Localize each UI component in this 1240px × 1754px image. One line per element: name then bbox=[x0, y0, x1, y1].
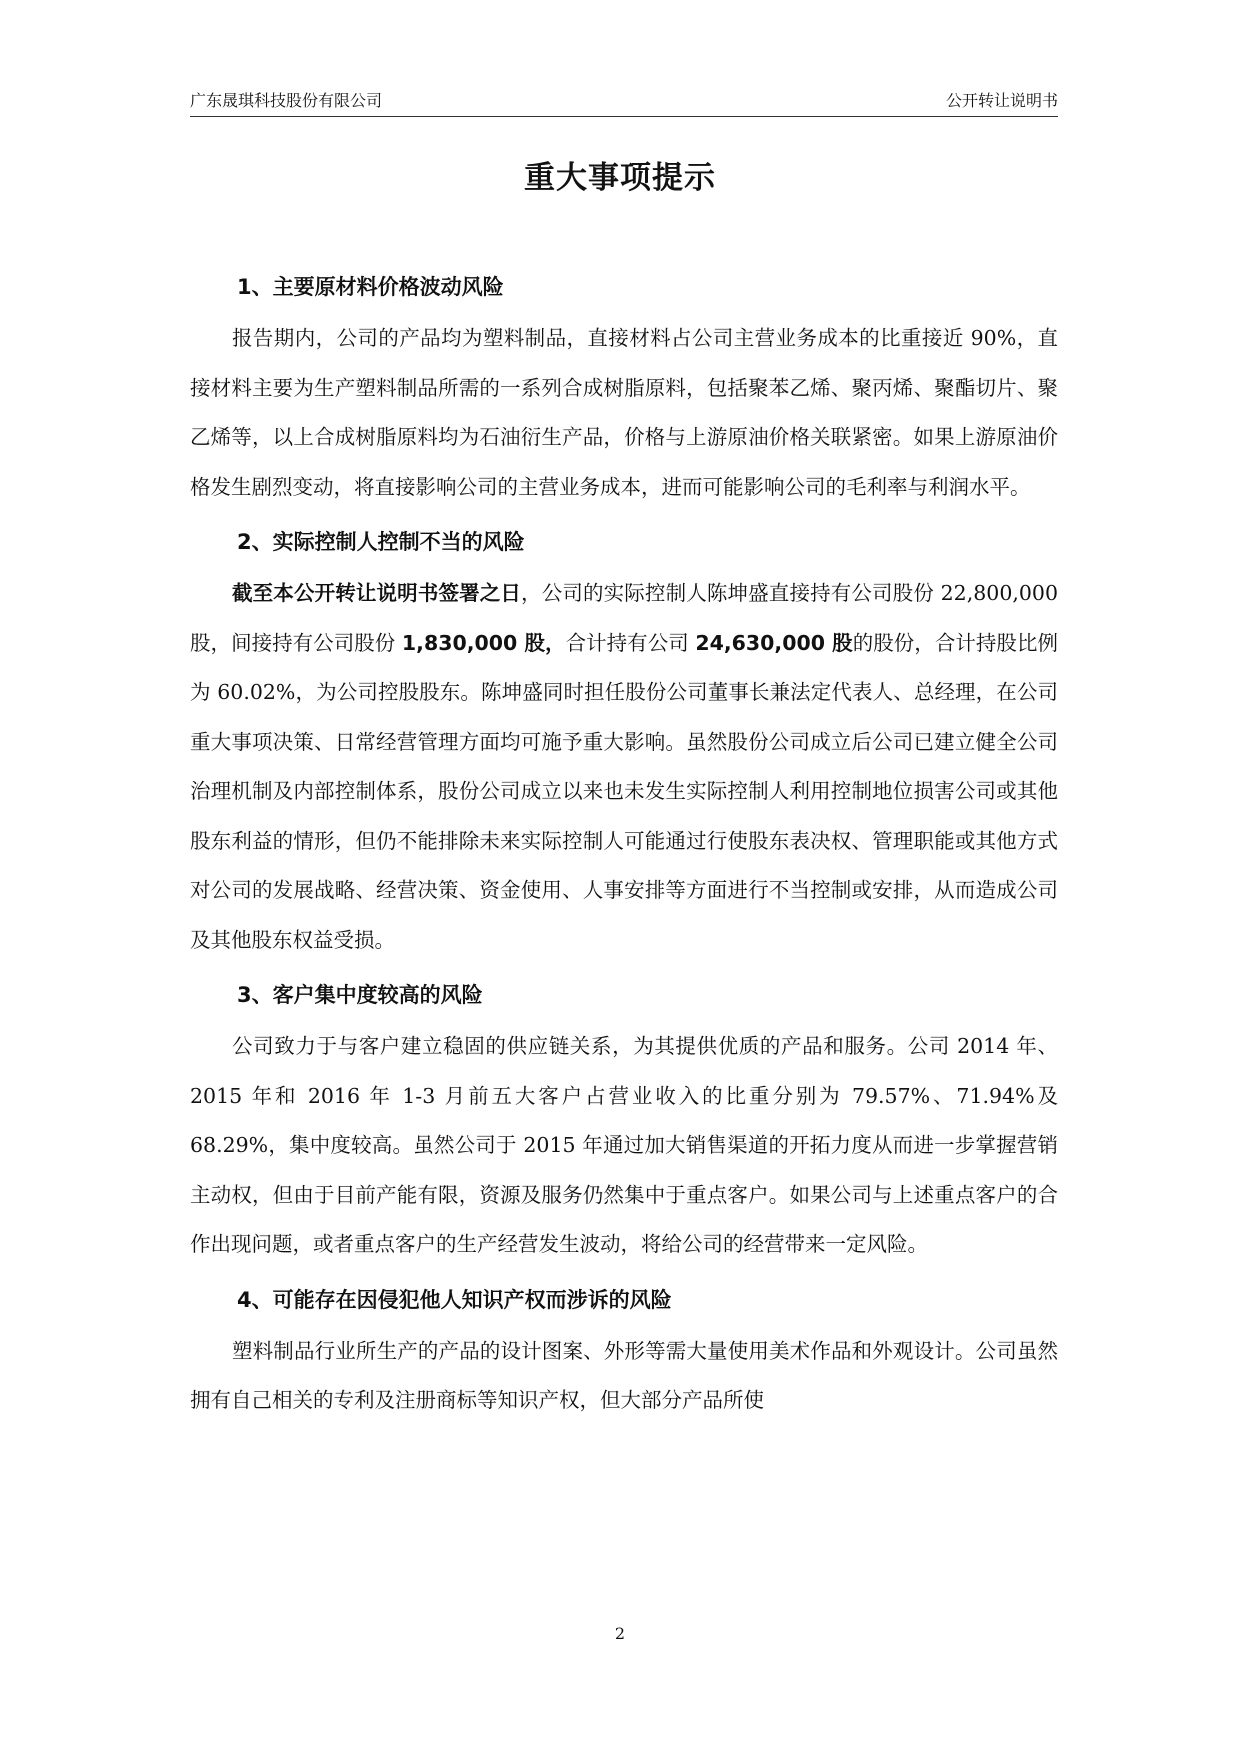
section-paragraph-customer-concentration-risk: 公司致力于与客户建立稳固的供应链关系，为其提供优质的产品和服务。公司 2014 年、2015 年和 2016 年 1-3 月前五大客户占营业收入的比重分别为 79.57%、71.94%及 68.29%，集中度较高。虽然公司于 2015 年通过加大销售渠道的开拓力度从而进一步掌握营销主动权，但由于目前产能有限，资源及服务仍然集中于重点客户。如果公司与上述重点客户的合作出现问题，或者重点客户的生产经营发生波动，将给公司的经营带来一定风险。 bbox=[190, 1034, 1058, 1256]
section-paragraph-raw-material-risk: 报告期内，公司的产品均为塑料制品，直接材料占公司主营业务成本的比重接近 90%，直接材料主要为生产塑料制品所需的一系列合成树脂原料，包括聚苯乙烯、聚丙烯、聚酯切片、聚乙烯等，以上合成树脂原料均为石油衍生产品，价格与上游原油价格关联紧密。如果上游原油价格发生剧烈变动，将直接影响公司的主营业务成本，进而可能影响公司的毛利率与利润水平。 bbox=[190, 326, 1058, 499]
text-run: 合计持有公司 bbox=[565, 630, 696, 655]
section-heading-raw-material-risk: 1、主要原材料价格波动风险 bbox=[237, 275, 504, 299]
text-run: 24,630,000 股 bbox=[695, 630, 853, 655]
text-run: 的股份，合计持股比例为 60.02%，为公司控股股东。陈坤盛同时担任股份公司董事长兼法定代表人、总经理，在公司重大事项决策、日常经营管理方面均可施予重大影响。虽然股份公司成立后公司已建立健全公司治理机制及内部控制体系，股份公司成立以来也未发生实际控制人利用控制地位损害公司或其他股东利益的情形，但仍不能排除未来实际控制人可能通过行使股东表决权、管理职能或其他方式对公司的发展战略、经营决策、资金使用、人事安排等方面进行不当控制或安排，从而造成公司及其他股东权益受损。 bbox=[190, 630, 1058, 952]
header-document-type: 公开转让说明书 bbox=[945, 91, 1058, 110]
document-body bbox=[190, 262, 1058, 1426]
page-title: 重大事项提示 bbox=[524, 160, 716, 196]
text-run: 1,830,000 股， bbox=[401, 630, 566, 655]
section-paragraph-controller-risk bbox=[190, 569, 1058, 965]
section-heading-controller-risk: 2、实际控制人控制不当的风险 bbox=[237, 530, 525, 554]
section-paragraph-ip-infringement-risk: 塑料制品行业所生产的产品的设计图案、外形等需大量使用美术作品和外观设计。公司虽然拥有自己相关的专利及注册商标等知识产权，但大部分产品所使 bbox=[190, 1338, 1058, 1412]
text-run: ，公司的实际控制人陈坤盛直接持有公司股份 22,800,000 股，间接持有公司股份 bbox=[190, 581, 1059, 655]
text-run: 截至本公开转让说明书签署之日 bbox=[232, 581, 522, 605]
page-header bbox=[190, 86, 1058, 117]
section-heading-customer-concentration-risk: 3、客户集中度较高的风险 bbox=[237, 983, 483, 1007]
header-company-name: 广东晟琪科技股份有限公司 bbox=[190, 91, 383, 110]
page-number: 2 bbox=[614, 1624, 626, 1643]
section-heading-ip-infringement-risk: 4、可能存在因侵犯他人知识产权而涉诉的风险 bbox=[237, 1287, 672, 1312]
